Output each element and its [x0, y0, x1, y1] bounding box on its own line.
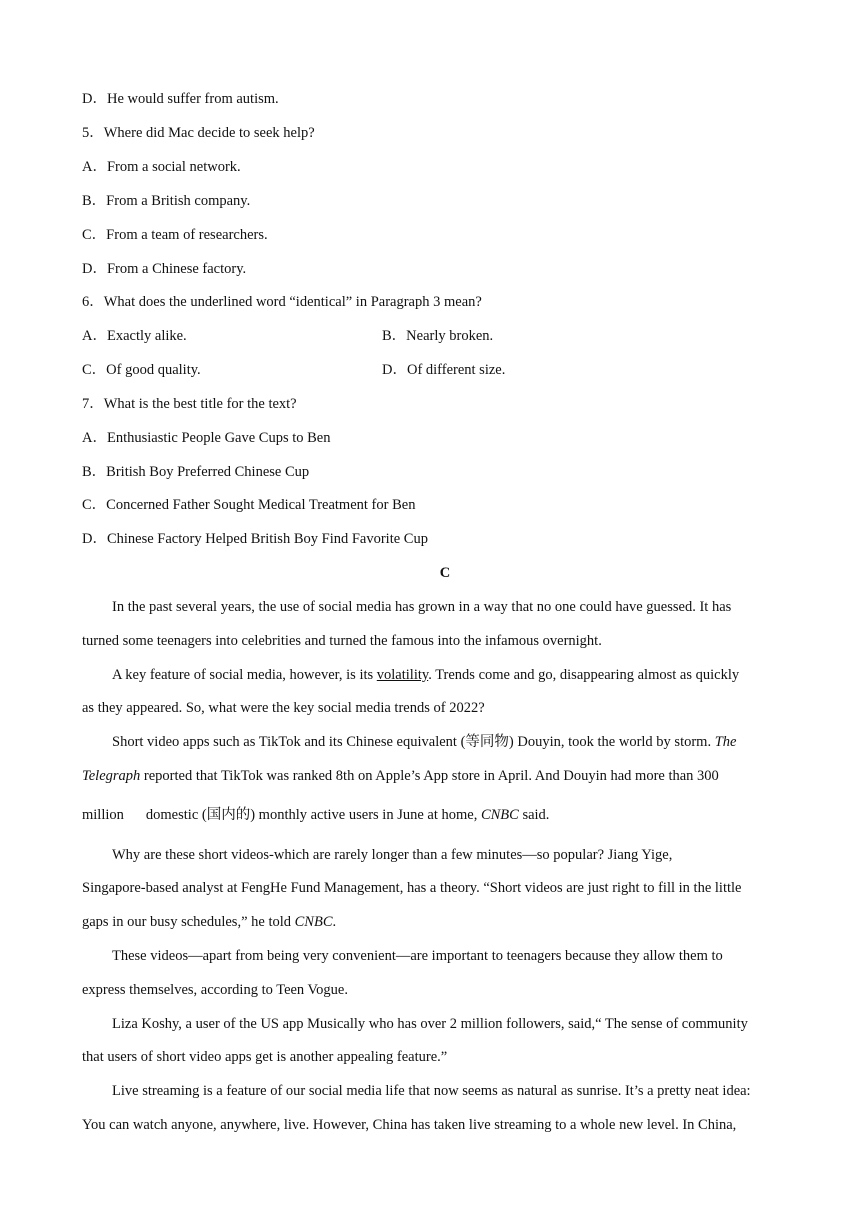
passage-p3-line2-text: reported that TikTok was ranked 8th on Apple’s App store in April. And Douyin had more than 300 — [140, 768, 719, 784]
passage-p4-line3-text: gaps in our busy schedules,” he told — [82, 914, 295, 930]
q7-option-d: D．Chinese Factory Helped British Boy Find Favorite Cup — [82, 531, 428, 547]
passage-p5-line1: These videos—apart from being very convenient—are important to teenagers because they allow them to — [112, 948, 723, 964]
passage-p4-line1: Why are these short videos-which are rarely longer than a few minutes—so popular? Jiang Yige, — [112, 847, 673, 863]
passage-p2-line1 — [112, 665, 739, 685]
passage-p2-line2: as they appeared. So, what were the key social media trends of 2022? — [82, 700, 485, 716]
q6-option-b: B．Nearly broken. — [382, 328, 494, 344]
source-the: The — [714, 734, 737, 750]
q7-stem: 7．What is the best title for the text? — [82, 396, 297, 412]
passage-p6-line1: Liza Koshy, a user of the US app Musically who has over 2 million followers, said,“ The sense of community — [112, 1016, 748, 1032]
passage-p3-line1 — [112, 732, 736, 752]
passage-p3-line2 — [82, 766, 719, 786]
q4-option-d: D．He would suffer from autism. — [82, 91, 279, 107]
q5-option-b: B．From a British company. — [82, 193, 251, 209]
source-cnbc-2: CNBC — [294, 914, 333, 930]
q7-option-a: A．Enthusiastic People Gave Cups to Ben — [82, 430, 331, 446]
q6-stem: 6．What does the underlined word “identical” in Paragraph 3 mean? — [82, 294, 482, 310]
source-cnbc: CNBC — [480, 807, 519, 823]
q7-option-b: B．British Boy Preferred Chinese Cup — [82, 464, 310, 480]
q7-option-c: C．Concerned Father Sought Medical Treatment for Ben — [82, 497, 416, 513]
q5-option-d: D．From a Chinese factory. — [82, 261, 247, 277]
passage-p4-line3 — [82, 912, 336, 932]
passage-p3-million: million — [82, 807, 124, 823]
passage-p6-line2: that users of short video apps get is another appealing feature.” — [82, 1049, 448, 1065]
q6-option-c: C．Of good quality. — [82, 362, 201, 378]
passage-p4-line2: Singapore-based analyst at FengHe Fund Management, has a theory. “Short videos are just right to fill in the little — [82, 880, 742, 896]
passage-p1-line1: In the past several years, the use of social media has grown in a way that no one could have guessed. It has — [112, 599, 732, 615]
q6-option-d: D．Of different size. — [382, 362, 506, 378]
q5-option-a: A．From a social network. — [82, 159, 241, 175]
underlined-word-volatility: volatility — [376, 667, 429, 683]
passage-p2-post: . Trends come and go, disappearing almost as quickly — [428, 667, 740, 683]
passage-p7-line1: Live streaming is a feature of our social media life that now seems as natural as sunrise. It’s a pretty neat idea: — [112, 1083, 751, 1099]
passage-p3-line3-text: domestic (国内的) monthly active users in June at home, — [145, 807, 481, 823]
passage-p3-line3 — [82, 805, 549, 825]
passage-p3-line3-end: said. — [518, 807, 550, 823]
source-telegraph: Telegraph — [82, 768, 141, 784]
q5-stem: 5．Where did Mac decide to seek help? — [82, 125, 315, 141]
passage-p5-line2: express themselves, according to Teen Vogue. — [82, 982, 348, 998]
q6-option-a: A．Exactly alike. — [82, 328, 187, 344]
q5-option-c: C．From a team of researchers. — [82, 227, 268, 243]
passage-p4-line3-end: . — [332, 914, 337, 930]
passage-p1-line2: turned some teenagers into celebrities and turned the famous into the infamous overnight. — [82, 633, 602, 649]
passage-p2-pre: A key feature of social media, however, is its — [112, 667, 377, 683]
section-heading: C — [439, 565, 451, 581]
passage-p3-pre: Short video apps such as TikTok and its Chinese equivalent (等同物) Douyin, took the world by storm. — [112, 734, 715, 750]
passage-p7-line2: You can watch anyone, anywhere, live. However, China has taken live streaming to a whole new level. In China, — [82, 1117, 737, 1133]
